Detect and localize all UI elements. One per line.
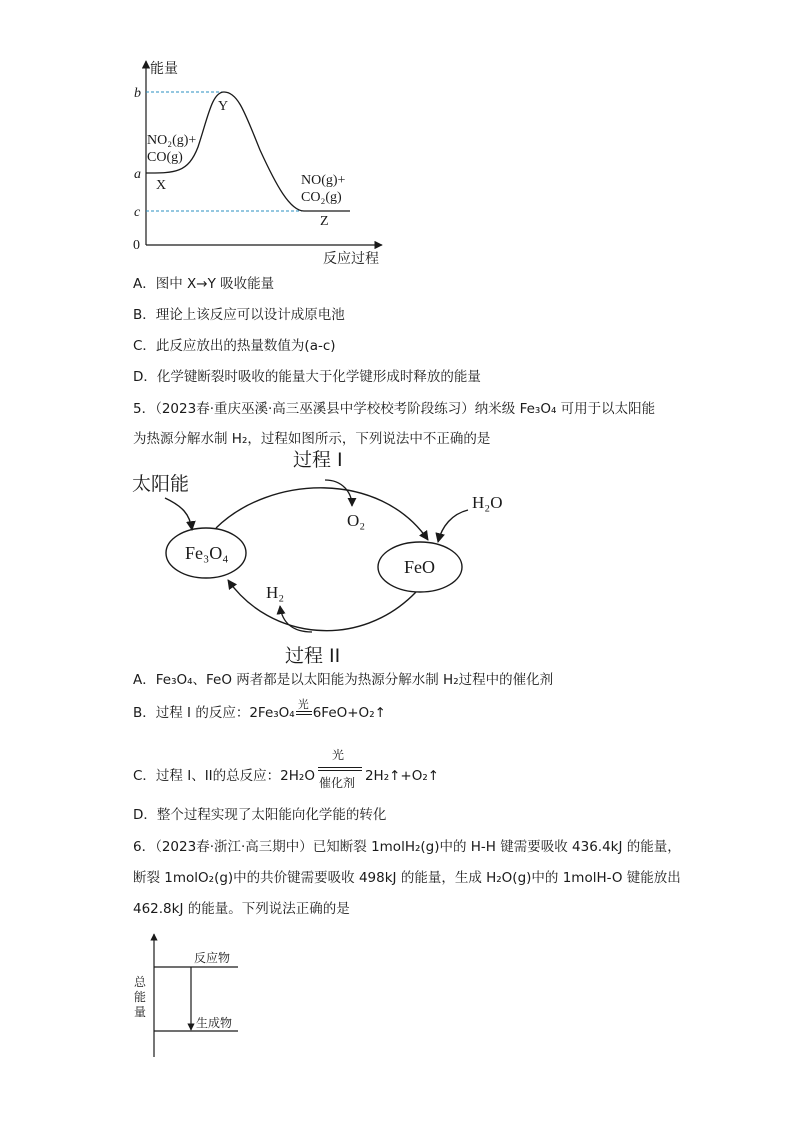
point-z: Z [320, 214, 329, 229]
products-label: 生成物 [196, 1016, 233, 1030]
tick-c: c [134, 205, 141, 220]
q5-option-d[interactable]: D．整个过程实现了太阳能向化学能的转化 [133, 807, 387, 823]
x-axis-label: 反应过程 [323, 251, 379, 267]
q6-stem-line1: 6．（2023春·浙江·高三期中）已知断裂 1molH₂(g)中的 H-H 键需要吸收 436.4kJ 的能量， [133, 839, 681, 855]
q5-option-c-prefix: C．过程 I、II的总反应：2H₂O [133, 768, 315, 784]
o2-branch-arrow [325, 480, 352, 506]
solar-arrow [165, 498, 192, 530]
h2-label: H₂ [266, 583, 285, 602]
total-energy-diagram [128, 930, 258, 1060]
reactant-line1: NO₂(g)+ [147, 133, 197, 148]
reactant-line2: CO(g) [147, 150, 183, 165]
y-label-2: 能 [134, 990, 147, 1004]
process1-arrow [216, 488, 428, 540]
q4-option-c[interactable]: C．此反应放出的热量数值为(a-c) [133, 338, 336, 354]
h2o-label: H₂O [472, 493, 503, 512]
h2-branch-arrow [280, 606, 312, 632]
q5-option-a[interactable]: A．Fe₃O₄、FeO 两者都是以太阳能为热源分解水制 H₂过程中的催化剂 [133, 672, 554, 688]
y-label-1: 总 [134, 975, 147, 989]
h2o-arrow [438, 510, 468, 542]
q5-option-b[interactable] [133, 698, 386, 724]
q4-option-b[interactable]: B．理论上该反应可以设计成原电池 [133, 307, 345, 323]
solar-label: 太阳能 [132, 473, 190, 495]
point-x: X [156, 178, 167, 193]
process2-label: 过程 II [285, 645, 341, 667]
q5-option-b-suffix: 6FeO+O₂↑ [312, 705, 386, 721]
q4-option-d[interactable]: D．化学键断裂时吸收的能量大于化学键形成时释放的能量 [133, 369, 481, 385]
q5-option-c-condition: $\frac{\text{光}}{\text{催化剂}}$ [318, 758, 362, 794]
q5-option-c-suffix: 2H₂↑+O₂↑ [364, 768, 440, 784]
product-line2: CO₂(g) [301, 190, 342, 205]
q4-option-a[interactable]: A．图中 X→Y 吸收能量 [133, 276, 275, 292]
q5-stem-line1: 5．（2023春·重庆巫溪·高三巫溪县中学校校考阶段练习）纳米级 Fe₃O₄ 可用于以太阳能 [133, 401, 656, 417]
o2-label: O₂ [347, 511, 366, 530]
y-axis-label: 能量 [150, 61, 178, 77]
feo-label: FeO [404, 557, 435, 577]
reactants-label: 反应物 [194, 951, 231, 965]
q6-stem-line3: 462.8kJ 的能量。下列说法正确的是 [133, 901, 350, 917]
energy-profile-chart [120, 55, 400, 270]
q6-stem-line2: 断裂 1molO₂(g)中的共价键需要吸收 498kJ 的能量，生成 H₂O(g)中的 1molH-O 键能放出 [133, 870, 681, 886]
water-splitting-cycle-diagram [120, 450, 540, 670]
q5-option-b-prefix: B．过程 I 的反应：2Fe₃O₄ [133, 705, 295, 721]
process1-label: 过程 I [293, 450, 343, 471]
y-label-3: 量 [134, 1005, 147, 1019]
tick-b: b [134, 86, 141, 101]
process2-arrow [228, 580, 416, 631]
q5-option-c[interactable] [133, 748, 440, 794]
q5-stem-line2: 为热源分解水制 H₂，过程如图所示，下列说法中不正确的是 [133, 431, 491, 447]
product-line1: NO(g)+ [301, 173, 346, 188]
tick-a: a [134, 167, 141, 182]
q5-option-b-condition: 光 [296, 702, 312, 724]
tick-zero: 0 [133, 238, 140, 253]
fe3o4-label: Fe₃O₄ [185, 543, 229, 563]
point-y: Y [218, 99, 229, 114]
